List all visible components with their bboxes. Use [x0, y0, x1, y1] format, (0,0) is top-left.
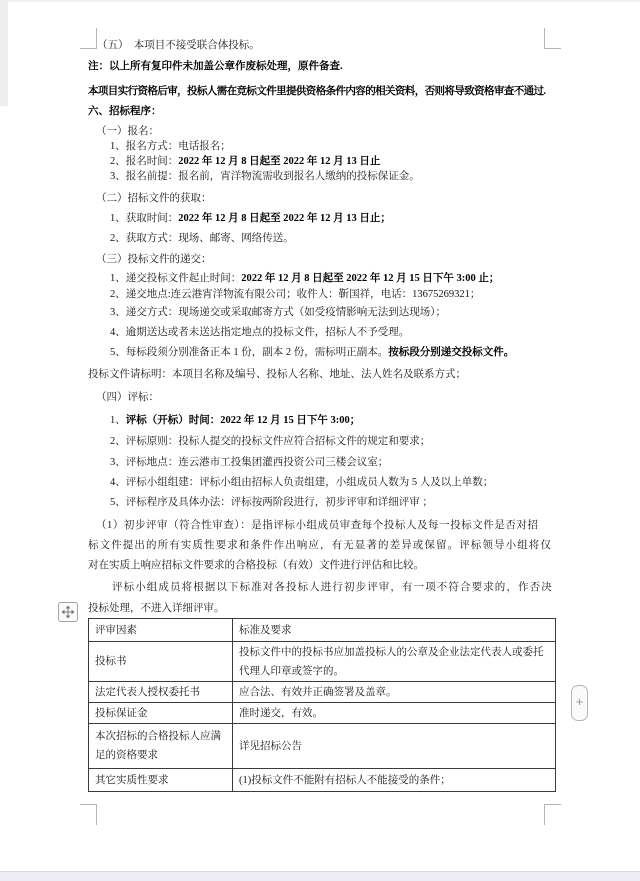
- text-run: 评标（开标）时间：2022 年 12 月 15 日下午 3:00；: [125, 415, 361, 426]
- doc-line: [110, 345, 514, 360]
- text-run: （一）报名：: [96, 126, 159, 137]
- text-boundary-mark-top-right: [544, 28, 561, 49]
- doc-line: [88, 104, 162, 119]
- text-run: 注：以上所有复印件未加盖公章作废标处理，原件备查.: [88, 61, 343, 72]
- text-run: 1、报名方式：电话报名；: [110, 141, 231, 152]
- col-header-requirement: 标准及要求: [233, 619, 556, 642]
- table-header-row: [89, 619, 556, 642]
- doc-line: [110, 305, 446, 320]
- text-run: （四）评标：: [96, 392, 159, 403]
- doc-line: [110, 475, 493, 490]
- text-run: 3、递交方式：现场递交或采取邮寄方式（如受疫情影响无法到达现场）；: [110, 307, 446, 318]
- review-criteria-table: [88, 618, 556, 792]
- text-run: （五） 本项目不接受联合体投标。: [97, 40, 260, 51]
- text-run: 4、评标小组组建：评标小组由招标人负责组建，小组成员人数为 5 人及以上单数；: [110, 477, 494, 488]
- doc-line: [97, 38, 260, 53]
- plus-icon: +: [575, 694, 584, 709]
- table-row: [89, 703, 556, 724]
- doc-line: [110, 211, 391, 226]
- doc-line: [112, 580, 553, 595]
- text-run: 2022 年 12 月 8 日起至 2022 年 12 月 13 日止: [178, 156, 381, 167]
- doc-line: [88, 367, 466, 382]
- cell-factor: 投标保证金: [89, 703, 233, 724]
- text-run: 1、递交投标文件起止时间：: [110, 273, 242, 284]
- window-edge-top: [0, 0, 640, 2]
- text-run: 2、递交地点:连云港宵洋物流有限公司；收件人：靳国祥，电话：13675269321；: [110, 289, 481, 300]
- text-run: （三）投标文件的递交：: [96, 254, 212, 265]
- doc-line: [110, 169, 420, 184]
- text-boundary-mark-bottom-right: [544, 804, 561, 825]
- text-run: 本项目实行资格后审，投标人需在竞标文件里提供资格条件内容的相关资料，否则将导致资格审查不通过.: [88, 86, 546, 97]
- doc-line: [88, 538, 552, 553]
- text-run: 投标处理，不进入详细评审。: [88, 603, 225, 614]
- text-run: 评标小组成员将根据以下标准对各投标人进行初步评审，有一项不符合要求的，作否决: [112, 582, 553, 593]
- cell-factor: 法定代表人授权委托书: [89, 682, 233, 703]
- cell-factor: 其它实质性要求: [89, 769, 233, 792]
- cell-requirement: 投标文件中的投标书应加盖投标人的公章及企业法定代表人或委托代理人印章或签字的。: [233, 642, 556, 682]
- doc-line: [110, 455, 388, 470]
- doc-line: [110, 139, 231, 154]
- doc-line: [110, 434, 430, 449]
- four-way-arrow-icon: [62, 606, 74, 618]
- text-run: 2、报名时间：: [110, 156, 179, 167]
- text-run: 5、每标段须分别准备正本 1 份，副本 2 份，需标明正副本。: [110, 347, 389, 358]
- cell-requirement: 应合法、有效并正确签署及盖章。: [233, 682, 556, 703]
- doc-line: [96, 518, 539, 533]
- doc-line: [110, 413, 360, 428]
- text-run: 2022 年 12 月 8 日起至 2022 年 12 月 15 日下午 3:00 止；: [241, 273, 500, 284]
- doc-line: [96, 124, 159, 139]
- doc-line: [88, 558, 424, 573]
- table-row: [89, 769, 556, 792]
- doc-line: [110, 271, 499, 286]
- text-run: 5、评标程序及具体办法：评标按两阶段进行，初步评审和详细评审 ；: [110, 497, 433, 508]
- doc-line: [88, 84, 545, 99]
- doc-line: [88, 59, 343, 74]
- doc-line: [96, 191, 212, 206]
- cell-factor: 投标书: [89, 642, 233, 682]
- text-run: 3、评标地点：连云港市工投集团灌西投资公司三楼会议室；: [110, 457, 389, 468]
- text-run: （1）初步评审（符合性审查）：是指评标小组成员审查每个投标人及每一投标文件是否对招: [96, 520, 539, 531]
- table-row: [89, 642, 556, 682]
- text-run: 2022 年 12 月 8 日起至 2022 年 12 月 13 日止；: [178, 213, 391, 224]
- doc-line: [110, 154, 380, 169]
- doc-line: [88, 601, 225, 616]
- text-run: 2、获取方式：现场、邮寄、网络传送。: [110, 233, 294, 244]
- table-row: [89, 724, 556, 769]
- doc-line: [96, 252, 212, 267]
- text-run: 六、招标程序：: [88, 106, 162, 117]
- text-run: 标文件提出的所有实质性要求和条件作出响应，有无显著的差异或保留。评标领导小组将仅: [88, 540, 552, 551]
- text-run: 1、: [110, 415, 126, 426]
- cell-requirement: 准时递交，有效。: [233, 703, 556, 724]
- table-row: [89, 682, 556, 703]
- text-run: 1、获取时间：: [110, 213, 179, 224]
- text-run: （二）招标文件的获取：: [96, 193, 212, 204]
- text-run: 3、报名前提：报名前，宵洋物流需收到报名人缴纳的投标保证金。: [110, 171, 420, 182]
- doc-line: [96, 390, 159, 405]
- text-boundary-mark-top-left: [80, 28, 97, 49]
- doc-line: [110, 231, 294, 246]
- col-header-factor: 评审因素: [89, 619, 233, 642]
- cell-requirement: (1)投标文件不能附有招标人不能接受的条件；: [233, 769, 556, 792]
- text-run: 投标文件请标明：本项目名称及编号、投标人名称、地址、法人姓名及联系方式；: [88, 369, 466, 380]
- text-run: 对在实质上响应招标文件要求的合格投标（有效）文件进行评估和比较。: [88, 560, 424, 571]
- table-move-handle[interactable]: [58, 602, 78, 622]
- doc-line: [110, 287, 480, 302]
- cell-requirement: 详见招标公告: [233, 724, 556, 769]
- doc-line: [110, 325, 409, 340]
- cell-factor: 本次招标的合格投标人应满足的资格要求: [89, 724, 233, 769]
- doc-line: [110, 495, 433, 510]
- text-run: 2、评标原则：投标人提交的投标文件应符合招标文件的规定和要求；: [110, 436, 431, 447]
- table-insert-plus-handle[interactable]: [571, 685, 588, 721]
- text-run: 按标段分别递交投标文件。: [388, 347, 515, 358]
- text-boundary-mark-bottom-left: [80, 804, 97, 825]
- text-run: 4、逾期送达或者未送达指定地点的投标文件，招标人不予受理。: [110, 327, 410, 338]
- window-edge-left: [0, 0, 8, 106]
